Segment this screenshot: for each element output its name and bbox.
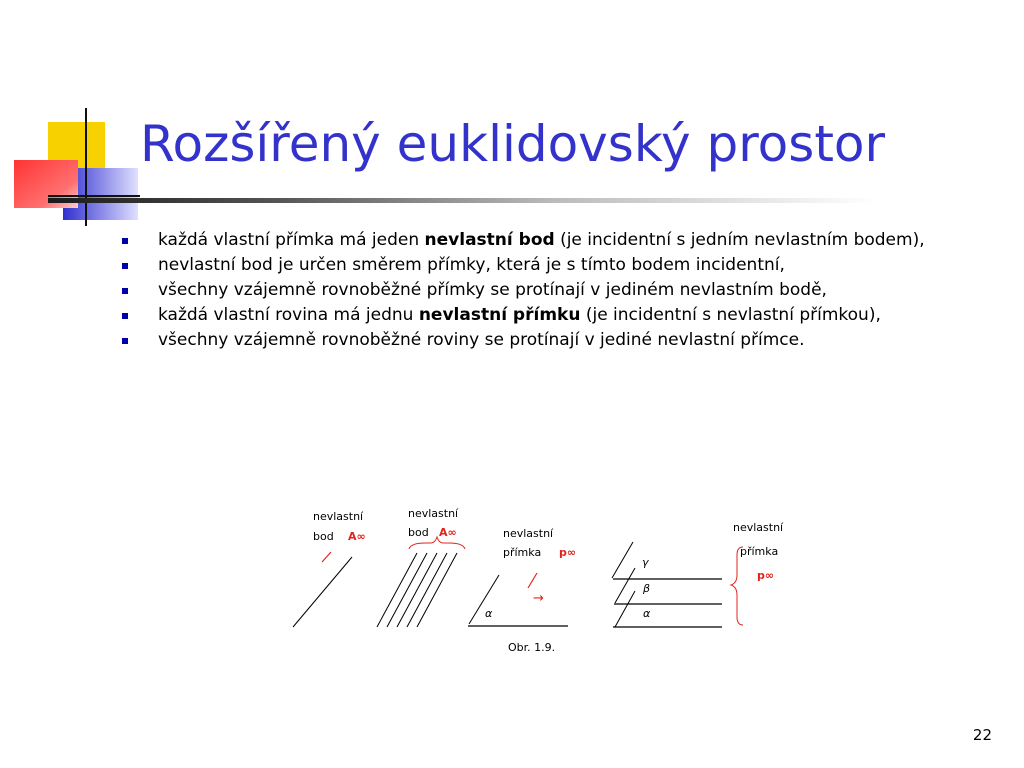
bullet-square-icon	[122, 313, 128, 319]
g4-plane-edges	[612, 542, 635, 627]
bullet-item: všechny vzájemně rovnoběžné roviny se protínají v jediné nevlastní přímce.	[118, 330, 958, 350]
slide-title: Rozšířený euklidovský prostor	[140, 115, 886, 173]
g4-plane-bases	[613, 579, 722, 627]
g3-arrow: →	[533, 591, 544, 606]
slide-logo	[0, 0, 150, 240]
g1-label-line2: bod	[313, 530, 334, 543]
g4-symbol: p∞	[757, 569, 775, 582]
g1-arrow	[322, 552, 331, 562]
g2-label-line1: nevlastní	[408, 507, 459, 520]
bullet-square-icon	[122, 263, 128, 269]
g4-plane-alpha: α	[643, 607, 651, 620]
g4-brace	[731, 547, 743, 625]
g1-line	[293, 557, 352, 627]
figure-caption: Obr. 1.9.	[508, 641, 556, 654]
g4-plane-gamma: γ	[642, 556, 649, 569]
g2-label-line2: bod	[408, 526, 429, 539]
title-underline	[48, 198, 968, 203]
g4-plane-beta: β	[643, 582, 651, 595]
g3-label-line1: nevlastní	[503, 527, 554, 540]
figure-1-9	[285, 505, 810, 655]
g3-plane-edge	[469, 575, 499, 624]
g3-label-line2: přímka	[503, 546, 542, 559]
slide-number: 22	[972, 726, 992, 744]
bullet-square-icon	[122, 338, 128, 344]
g2-parallel-lines	[377, 553, 457, 627]
g1-label-line1: nevlastní	[313, 510, 364, 523]
g1-symbol: A∞	[348, 530, 366, 543]
g2-symbol: A∞	[439, 526, 457, 539]
g4-label-line2: přímka	[740, 545, 779, 558]
g3-plane-label: α	[485, 607, 493, 620]
g3-red-arrow	[528, 573, 537, 588]
g4-label-line1: nevlastní	[733, 521, 784, 534]
bullet-item: každá vlastní přímka má jeden nevlastní bod (je incidentní s jedním nevlastním bodem),	[118, 230, 958, 250]
bullet-list	[118, 230, 958, 355]
bullet-item: všechny vzájemně rovnoběžné přímky se protínají v jediném nevlastním bodě,	[118, 280, 958, 300]
bullet-square-icon	[122, 238, 128, 244]
bullet-item: každá vlastní rovina má jednu nevlastní přímku (je incidentní s nevlastní přímkou),	[118, 305, 958, 325]
bullet-item: nevlastní bod je určen směrem přímky, která je s tímto bodem incidentní,	[118, 255, 958, 275]
g3-symbol: p∞	[559, 546, 577, 559]
bullet-square-icon	[122, 288, 128, 294]
